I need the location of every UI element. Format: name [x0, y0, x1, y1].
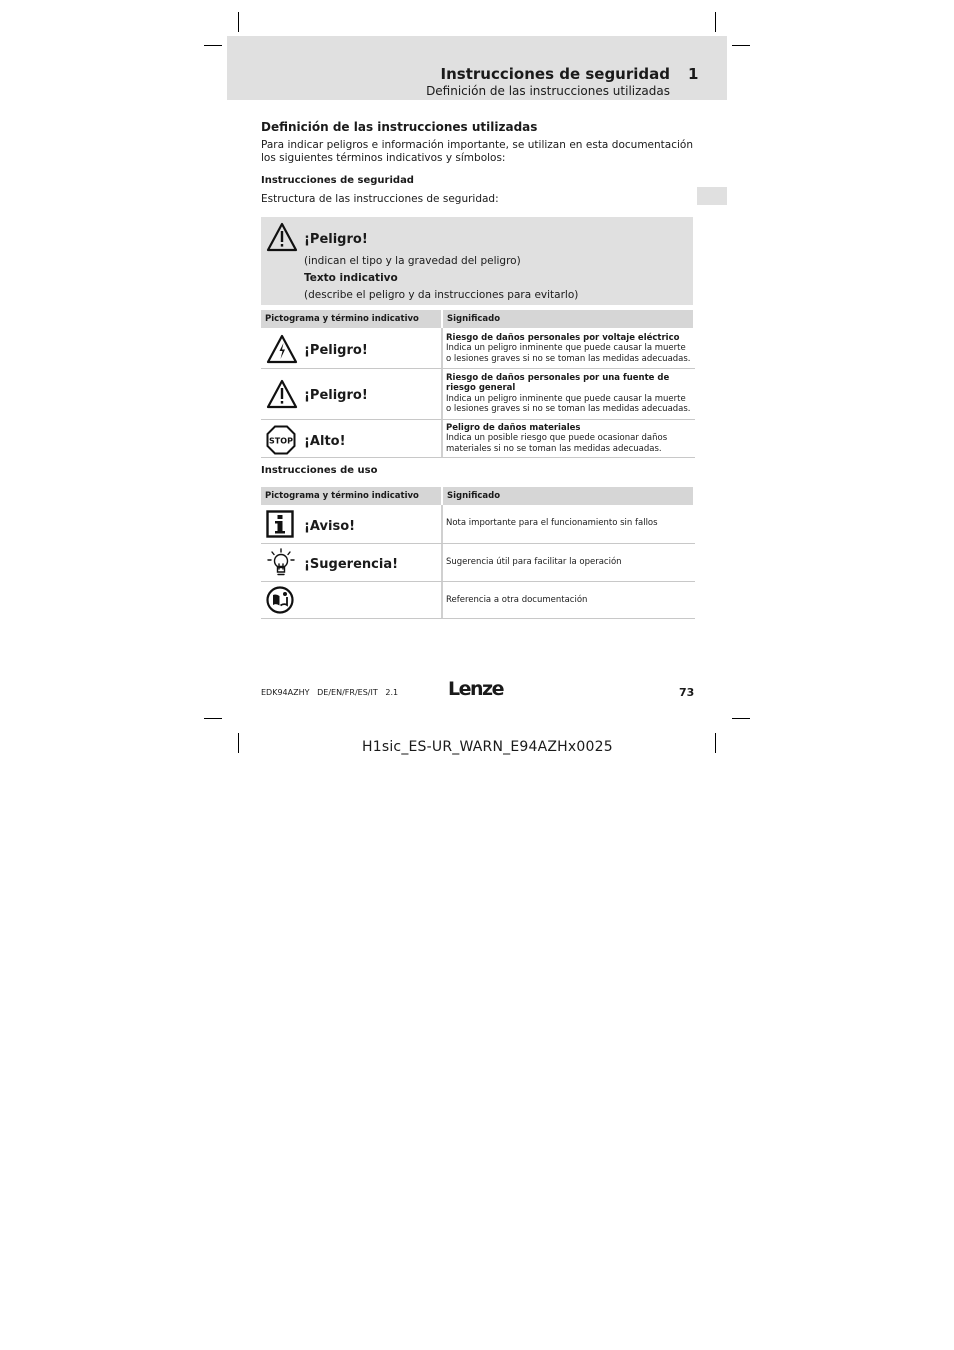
meaning-title: Peligro de daños materiales [446, 423, 581, 433]
usage-heading: Instrucciones de uso [261, 465, 378, 476]
crop-mark [715, 733, 716, 753]
structure-box-title: ¡Peligro! [304, 232, 368, 247]
chapter-number: 1 [688, 65, 699, 83]
crop-mark [732, 45, 750, 46]
table-header-meaning: Significado [443, 487, 693, 505]
table-row-term: ¡Sugerencia! [304, 557, 399, 572]
crop-mark [238, 733, 239, 753]
table-divider [441, 328, 443, 458]
lenze-logo: Lenze [448, 678, 503, 700]
document-id: H1sic_ES-UR_WARN_E94AZHx0025 [362, 739, 613, 755]
page-number: 73 [679, 686, 695, 699]
crop-mark [732, 718, 750, 719]
safety-heading: Instrucciones de seguridad [261, 175, 414, 186]
table-row-meaning: Sugerencia útil para facilitar la operación [446, 557, 622, 567]
structure-box-line3: (describe el peligro y da instrucciones para evitarlo) [304, 289, 579, 301]
table-row-divider [261, 419, 695, 420]
electric-warning-icon [266, 334, 298, 364]
table-row-divider [261, 368, 695, 369]
reference-icon [266, 586, 294, 614]
structure-box-line1: (indican el tipo y la gravedad del peligro) [304, 255, 521, 267]
page-header-title: Instrucciones de seguridad [440, 65, 670, 83]
table-row-meaning: Nota importante para el funcionamiento sin fallos [446, 518, 658, 528]
section-title: Definición de las instrucciones utilizadas [261, 120, 538, 134]
structure-box-line2: Texto indicativo [304, 272, 398, 284]
table-row-divider [261, 543, 695, 544]
crop-mark [204, 718, 222, 719]
meaning-text: Indica un peligro inminente que puede causar la muerte o lesiones graves si no se toman las medidas adecuadas. [446, 343, 691, 364]
table-row-term: ¡Peligro! [304, 343, 368, 358]
crop-mark [204, 45, 222, 46]
table-row-meaning [446, 373, 692, 415]
meaning-text: Indica un posible riesgo que puede ocasionar daños materiales si no se toman las medidas adecuadas. [446, 433, 668, 454]
table-row-divider [261, 618, 695, 619]
table-row-meaning [446, 423, 692, 454]
table-row-divider [261, 581, 695, 582]
info-icon [266, 510, 294, 538]
meaning-title: Riesgo de daños personales por una fuente de riesgo general [446, 373, 670, 394]
footer-languages: DE/EN/FR/ES/IT [317, 688, 378, 697]
chapter-tab [697, 187, 727, 205]
table-row-divider [261, 457, 695, 458]
general-warning-icon [266, 222, 298, 252]
structure-label: Estructura de las instrucciones de seguridad: [261, 193, 499, 205]
table-header-meaning: Significado [443, 310, 693, 328]
footer-version: 2.1 [385, 688, 399, 697]
footer-doc-info [261, 688, 398, 697]
stop-icon [266, 425, 296, 455]
lightbulb-icon [266, 548, 296, 578]
table-row-term: ¡Aviso! [304, 519, 356, 534]
footer-doc-code: EDK94AZHY [261, 688, 310, 697]
table-row-meaning [446, 333, 692, 364]
general-warning-icon [266, 379, 298, 409]
meaning-title: Riesgo de daños personales por voltaje eléctrico [446, 333, 680, 343]
page-header-subtitle: Definición de las instrucciones utilizadas [426, 84, 670, 98]
intro-paragraph: Para indicar peligros e información importante, se utilizan en esta documentación los siguientes términos indicativos y símbolos: [261, 139, 693, 164]
crop-mark [238, 12, 239, 32]
crop-mark [715, 12, 716, 32]
meaning-text: Indica un peligro inminente que puede causar la muerte o lesiones graves si no se toman las medidas adecuadas. [446, 393, 691, 415]
table-header-pictogram: Pictograma y término indicativo [261, 487, 441, 505]
table-divider [441, 505, 443, 619]
table-header-pictogram: Pictograma y término indicativo [261, 310, 441, 328]
table-row-term: ¡Peligro! [304, 388, 368, 403]
table-row-meaning: Referencia a otra documentación [446, 595, 588, 605]
table-row-term: ¡Alto! [304, 434, 346, 449]
stop-icon-text: STOP [269, 436, 293, 446]
